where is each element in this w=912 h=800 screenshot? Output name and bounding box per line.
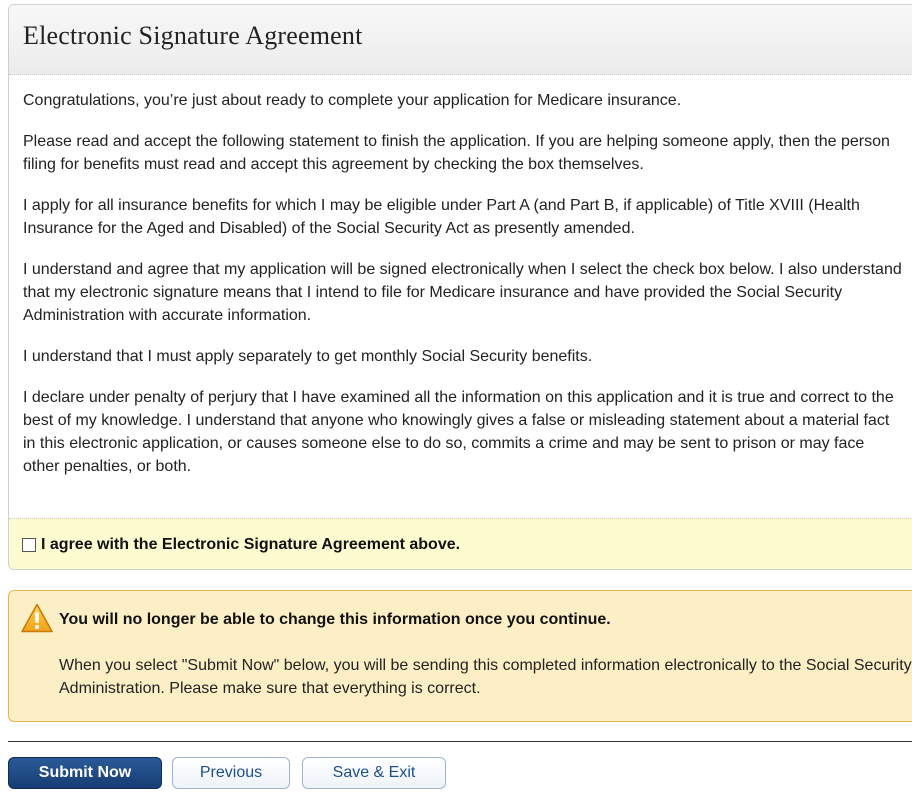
agreement-paragraph-intro: Congratulations, you’re just about ready to complete your application for Medicare insurance. [23, 92, 682, 109]
agreement-paragraph-apply: I apply for all insurance benefits for which I may be eligible under Part A (and Part B, if applicable) of Title XVIII (Health Insurance for the Aged and Disabled) of the Social Security Act as presently amended. [23, 197, 860, 237]
agreement-paragraph-perjury: I declare under penalty of perjury that I have examined all the information on this application and it is true and correct to the best of my knowledge. I understand that anyone who knowingly gives a false or misleading statement about a material fact in this electronic application, or causes someone else to do so, commits a crime and may be sent to prison or may face other penalties, or both. [23, 389, 894, 475]
warning-panel [8, 590, 912, 722]
warning-icon [21, 603, 53, 633]
warning-title: You will no longer be able to change this information once you continue. [59, 611, 611, 628]
agree-checkbox[interactable] [22, 538, 36, 552]
agreement-header [9, 5, 912, 75]
agreement-body [9, 75, 905, 518]
save-exit-button[interactable]: Save & Exit [302, 757, 446, 789]
divider [8, 741, 912, 742]
warning-text: When you select "Submit Now" below, you will be sending this completed information electronically to the Social Security Administration. Please make sure that everything is correct. [59, 657, 912, 697]
previous-button[interactable]: Previous [172, 757, 290, 789]
submit-now-button[interactable]: Submit Now [8, 757, 162, 789]
page-title: Electronic Signature Agreement [23, 21, 363, 50]
agreement-paragraph-separate-benefits: I understand that I must apply separately to get monthly Social Security benefits. [23, 348, 593, 365]
agree-row[interactable] [9, 518, 912, 569]
agree-checkbox-label[interactable]: I agree with the Electronic Signature Agreement above. [41, 536, 461, 553]
agreement-paragraph-electronic-signature: I understand and agree that my application will be signed electronically when I select the check box below. I also understand that my electronic signature means that I intend to file for Medicare insurance and have provided the Social Security Administration with accurate information. [23, 261, 902, 324]
signature-agreement-panel [8, 4, 912, 570]
agreement-paragraph-instructions: Please read and accept the following statement to finish the application. If you are helping someone apply, then the person filing for benefits must read and accept this agreement by checking the box themselves. [23, 133, 890, 173]
